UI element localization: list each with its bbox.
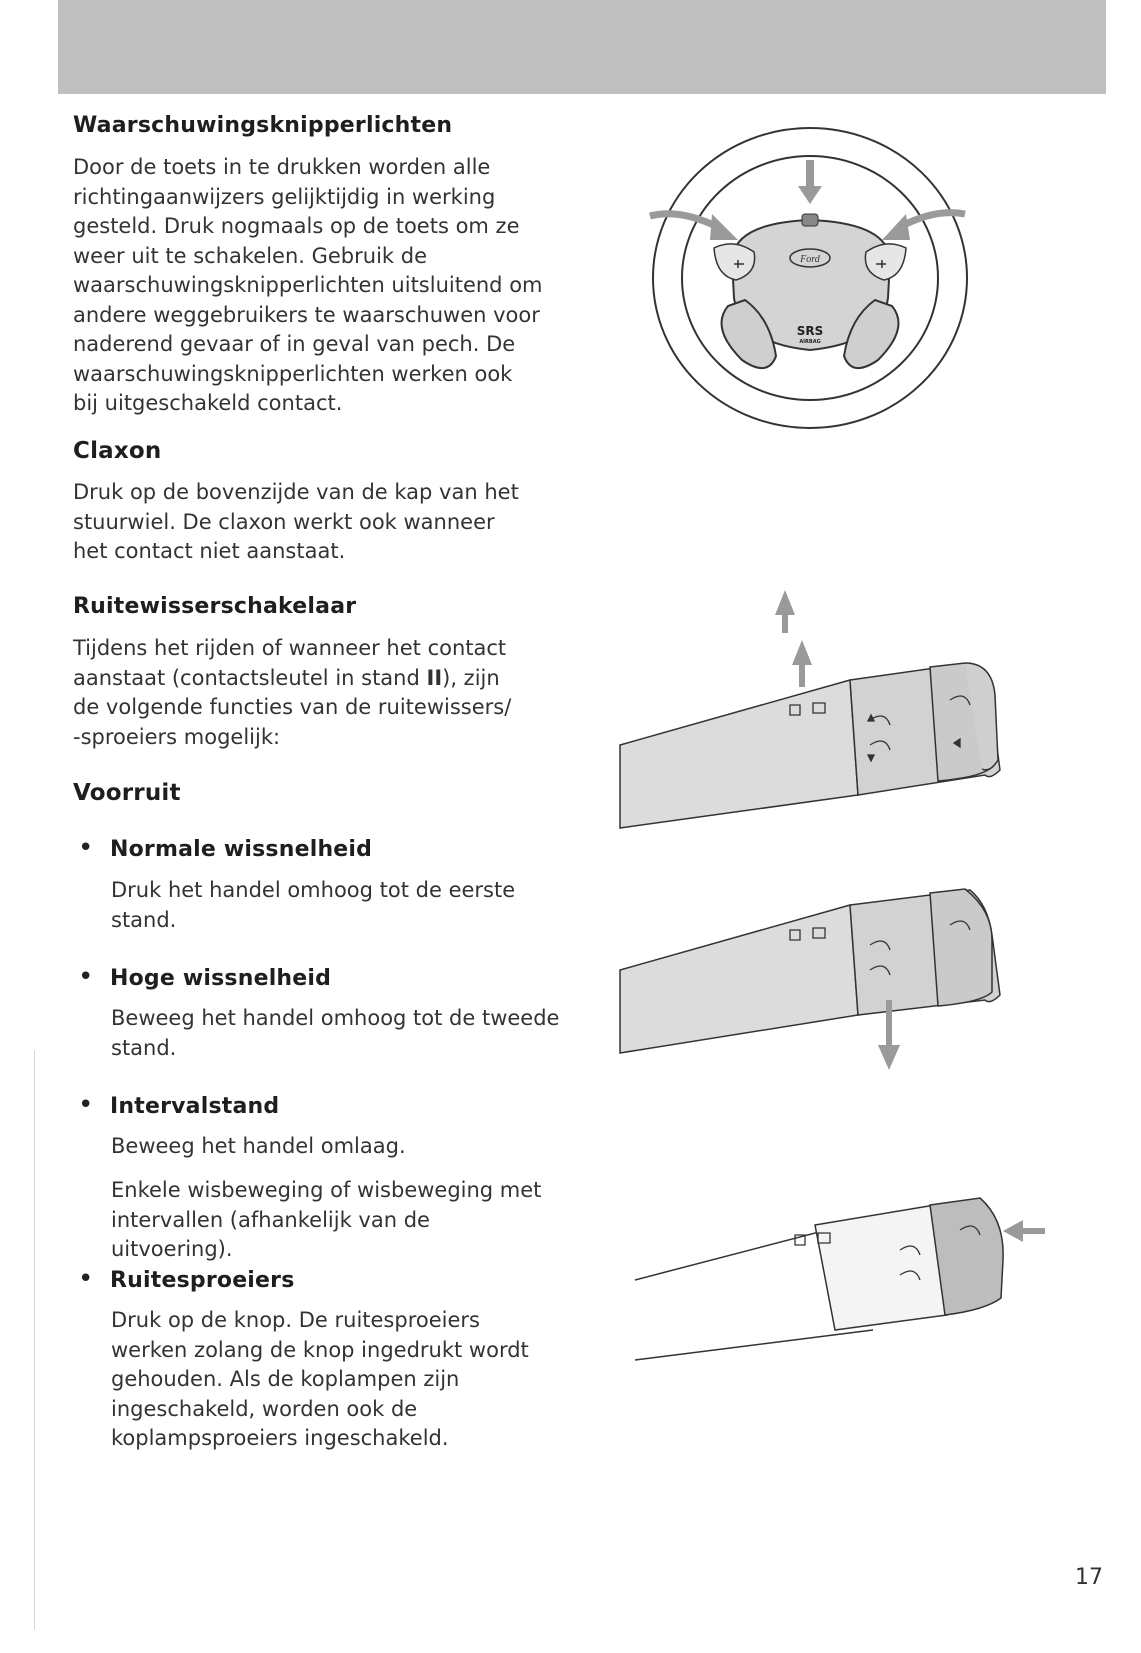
bullet-dot: •	[78, 833, 94, 863]
airbag-label: AIRBAG	[799, 339, 821, 345]
ford-logo-text: Ford	[800, 254, 820, 265]
bullet-dot: •	[78, 1090, 94, 1120]
ignition-position: II	[426, 665, 443, 690]
list-item	[78, 833, 598, 863]
interval-title: Intervalstand	[110, 1094, 280, 1119]
normal-speed-body: Druk het handel omhoog tot de eerste stand.	[111, 878, 516, 932]
wiper-stalk-figure-1	[620, 585, 1040, 845]
srs-badge: SRS	[796, 324, 824, 338]
wiper-switch-body	[73, 634, 523, 752]
up-arrow-icon	[775, 590, 812, 687]
normal-speed-title: Normale wissnelheid	[110, 837, 373, 862]
horn-title: Claxon	[73, 438, 162, 464]
wiper-stalk-figure-3	[635, 1190, 1055, 1370]
list-item	[78, 962, 598, 992]
wiper-switch-body-after: ), zijn de volgende functies van de ruitewissers/ -sproeiers mogelijk:	[73, 665, 512, 749]
wiper-switch-title: Ruitewisserschakelaar	[73, 594, 357, 619]
bullet-dot: •	[78, 1264, 94, 1294]
hazard-body: Door de toets in te drukken worden alle richtingaanwijzers gelijktijdig in werking gesteld. Druk nogmaals op de toets om ze weer uit te schakelen. Gebruik de waarschuwingsknipperlichten uitsluitend om andere weggebruikers te waarschuwen voor naderend gevaar of in geval van pech. De waarschuwingsknipperlichten werken ook bij uitgeschakeld contact.	[73, 155, 543, 415]
list-item	[78, 1090, 598, 1120]
margin-line	[34, 1050, 35, 1630]
page-number: 17	[1075, 1565, 1103, 1590]
high-speed-title: Hoge wissnelheid	[110, 966, 332, 991]
horn-body: Druk op de bovenzijde van de kap van het stuurwiel. De claxon werkt ook wanneer het contact niet aanstaat.	[73, 480, 519, 563]
interval-body: Beweeg het handel omlaag.	[111, 1134, 406, 1158]
header-band	[58, 0, 1106, 94]
list-item	[78, 1264, 598, 1294]
high-speed-body: Beweeg het handel omhoog tot de tweede stand.	[111, 1006, 560, 1060]
wiper-switch-body-before: Tijdens het rijden of wanneer het contact aanstaat (contactsleutel in stand	[73, 636, 507, 690]
interval-body-2: Enkele wisbeweging of wisbeweging met intervallen (afhankelijk van de uitvoering).	[111, 1178, 542, 1261]
washer-body: Druk op de knop. De ruitesproeiers werken zolang de knop ingedrukt wordt gehouden. Als de koplampen zijn ingeschakeld, worden ook de koplampsproeiers ingeschakeld.	[111, 1308, 529, 1450]
left-arrow-icon	[1003, 1220, 1045, 1242]
bullet-dot: •	[78, 962, 94, 992]
washer-title: Ruitesproeiers	[110, 1268, 295, 1293]
windscreen-title: Voorruit	[73, 780, 181, 806]
wiper-stalk-figure-2	[620, 885, 1040, 1085]
steering-wheel-figure	[650, 128, 980, 433]
hazard-title: Waarschuwingsknipperlichten	[73, 113, 453, 138]
